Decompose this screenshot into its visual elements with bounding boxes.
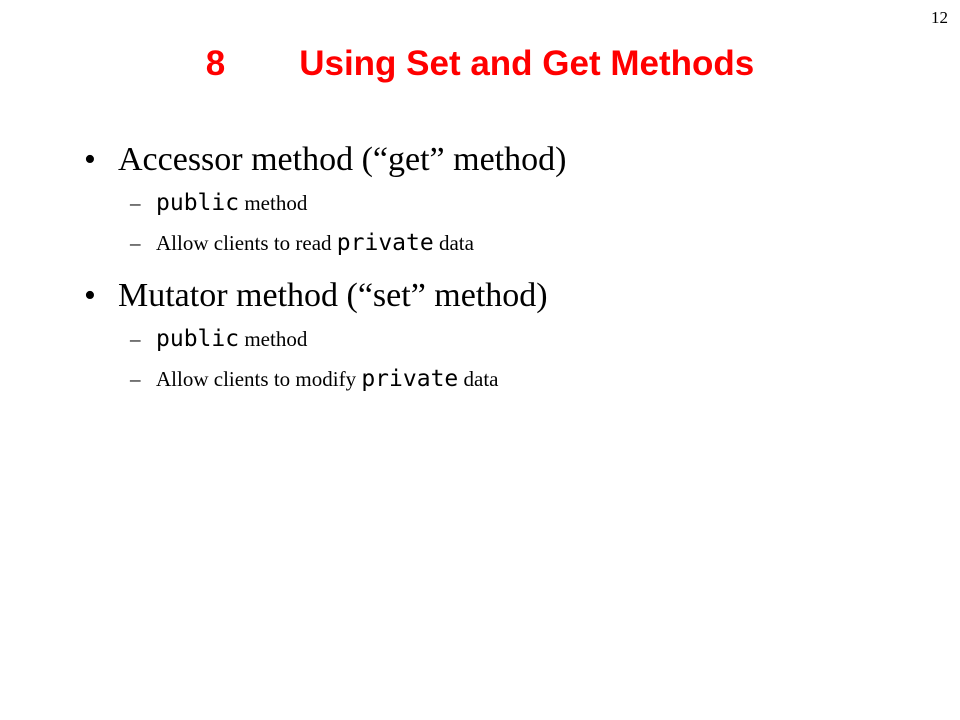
- code-keyword: public: [156, 326, 240, 352]
- page-number: 12: [931, 8, 948, 27]
- bullet-item: [84, 138, 944, 182]
- bullet-text: Accessor method (“get” method): [118, 141, 567, 178]
- title-text: Using Set and Get Methods: [299, 44, 755, 83]
- dash-icon: –: [130, 367, 141, 391]
- slide-title: [0, 44, 960, 84]
- sub-bullet-item: [130, 366, 944, 392]
- sub-bullet-text: Allow clients to modify: [156, 367, 362, 391]
- bullet-item: [84, 274, 944, 318]
- bullet-dot-icon: •: [84, 277, 96, 314]
- sub-bullet-item: [130, 190, 944, 216]
- sub-bullet-text: method: [239, 191, 308, 215]
- bullet-text: Mutator method (“set” method): [118, 277, 548, 314]
- dash-icon: –: [130, 191, 141, 215]
- sub-bullet-item: [130, 230, 944, 256]
- title-number: 8: [205, 44, 226, 83]
- code-keyword: private: [336, 230, 434, 256]
- sub-bullet-text: data: [458, 367, 499, 391]
- sub-bullet-text: method: [239, 327, 308, 351]
- bullet-list: [84, 138, 944, 392]
- bullet-dot-icon: •: [84, 141, 96, 178]
- sub-bullet-text: Allow clients to read: [156, 231, 337, 255]
- sub-bullet-item: [130, 326, 944, 352]
- sub-bullet-content: [156, 190, 307, 216]
- sub-bullet-content: [156, 326, 307, 352]
- sub-bullet-content: [156, 366, 499, 392]
- code-keyword: public: [156, 190, 240, 216]
- code-keyword: private: [361, 366, 459, 392]
- dash-icon: –: [130, 327, 141, 351]
- sub-bullet-text: data: [433, 231, 474, 255]
- sub-bullet-content: [156, 230, 474, 256]
- dash-icon: –: [130, 231, 141, 255]
